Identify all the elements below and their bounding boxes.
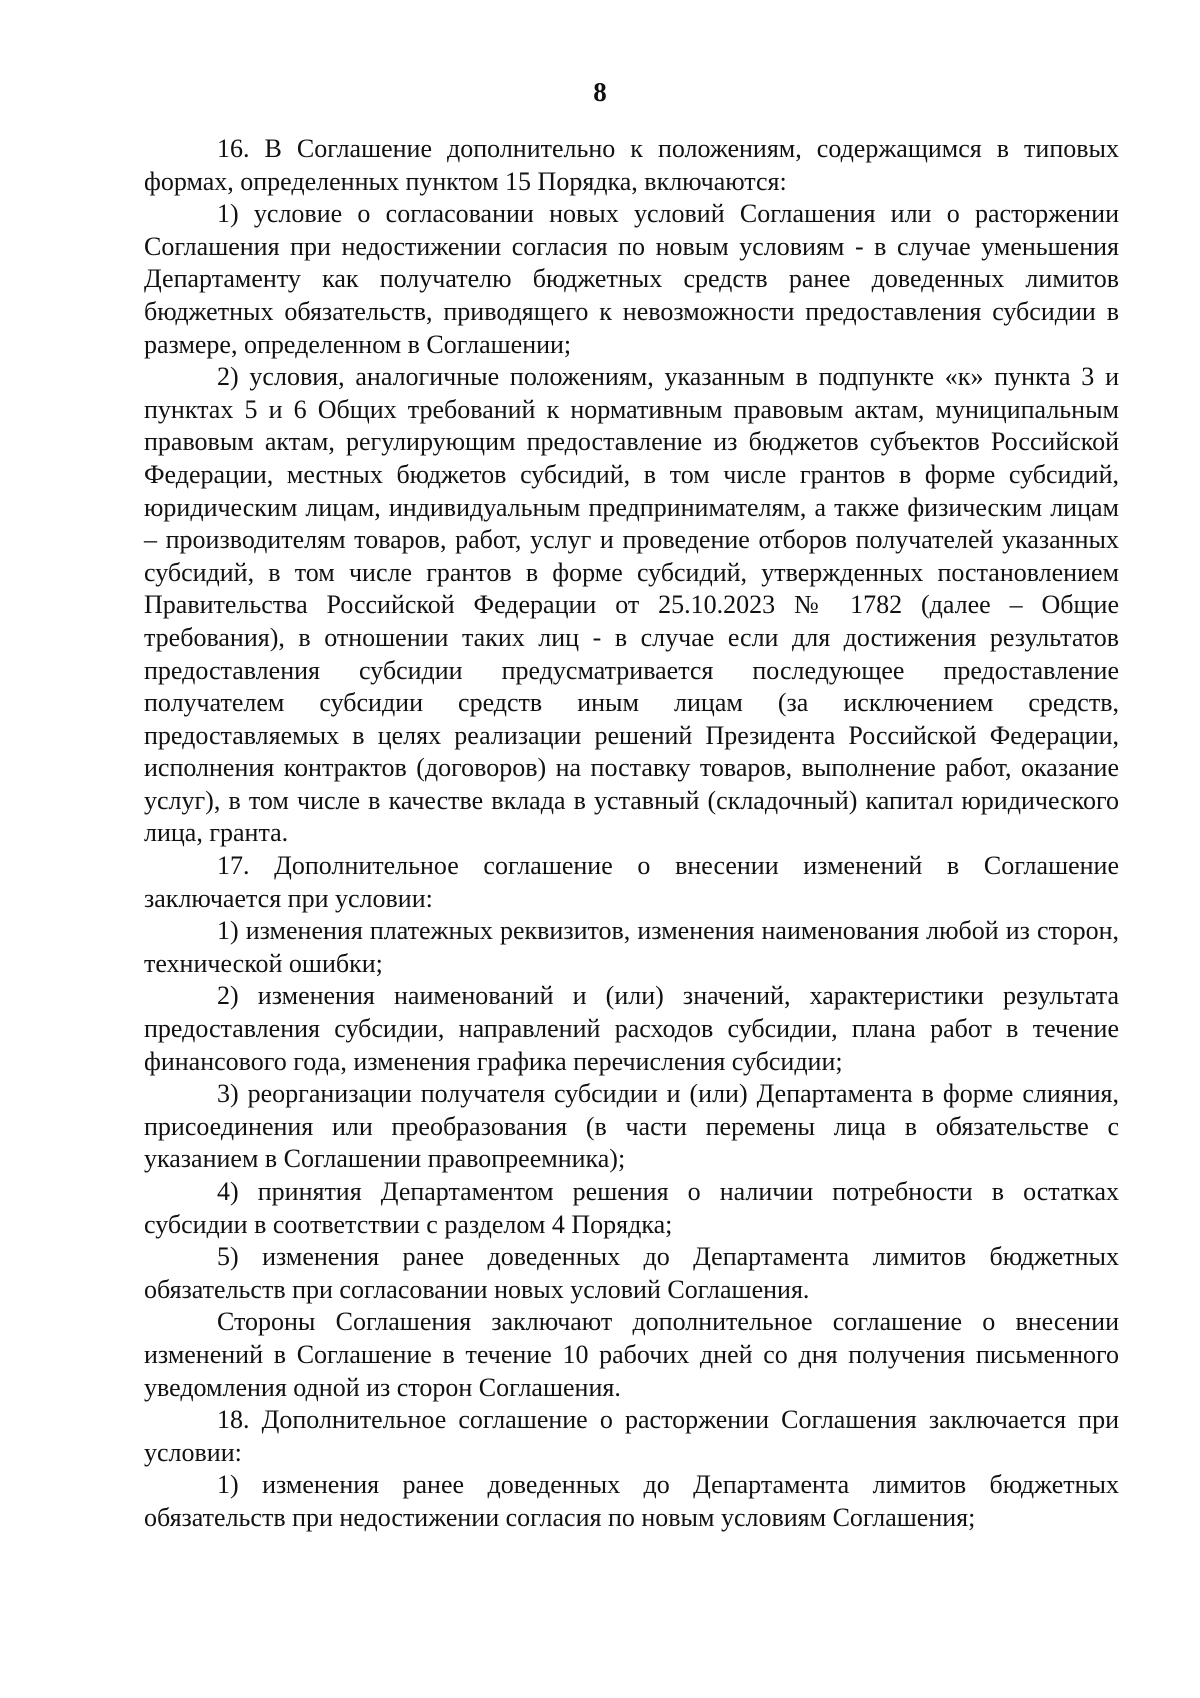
paragraph-17-item-5: 5) изменения ранее доведенных до Департамента лимитов бюджетных обязательств при согласовании новых условий Соглашения. <box>144 1242 1119 1304</box>
paragraph-18-item-1: 1) изменения ранее доведенных до Департамента лимитов бюджетных обязательств при недостижении согласия по новым условиям Соглашения; <box>144 1470 1119 1532</box>
page-number: 8 <box>593 77 607 107</box>
paragraph-17: 17. Дополнительное соглашение о внесении изменений в Соглашение заключается при условии: <box>144 851 1119 913</box>
paragraph-17-item-4: 4) принятия Департаментом решения о наличии потребности в остатках субсидии в соответствии с разделом 4 Порядка; <box>144 1177 1119 1239</box>
paragraph-16-item-1: 1) условие о согласовании новых условий Соглашения или о расторжении Соглашения при недостижении согласия по новым условиям - в случае уменьшения Департаменту как получателю бюджетных средств ранее доведенных лимитов бюджетных обязательств, приводящего к невозможности предоставления субсидии в размере, определенном в Соглашении; <box>144 199 1119 359</box>
paragraph-16: 16. В Соглашение дополнительно к положениям, содержащимся в типовых формах, определенных пунктом 15 Порядка, включаются: <box>144 134 1119 196</box>
paragraph-17-item-3: 3) реорганизации получателя субсидии и (или) Департамента в форме слияния, присоединения или преобразования (в части перемены лица в обязательстве с указанием в Соглашении правопреемника); <box>144 1079 1119 1174</box>
document-body <box>144 133 1119 1535</box>
paragraph-17-item-2: 2) изменения наименований и (или) значений, характеристики результата предоставления субсидии, направлений расходов субсидии, плана работ в течение финансового года, изменения графика перечисления субсидии; <box>144 981 1119 1076</box>
paragraph-16-item-2: 2) условия, аналогичные положениям, указанным в подпункте «к» пункта 3 и пунктах 5 и 6 Общих требований к нормативным правовым актам, муниципальным правовым актам, регулирующим предоставление из бюджетов субъектов Российской Федерации, местных бюджетов субсидий, в том числе грантов в форме субсидий, юридическим лицам, индивидуальным предпринимателям, а также физическим лицам – производителям товаров, работ, услуг и проведение отборов получателей указанных субсидий, в том числе грантов в форме субсидий, утвержденных постановлением Правительства Российской Федерации от 25.10.2023 № 1782 (далее – Общие требования), в отношении таких лиц - в случае если для достижения результатов предоставления субсидии предусматривается последующее предоставление получателем субсидии средств иным лицам (за исключением средств, предоставляемых в целях реализации решений Президента Российской Федерации, исполнения контрактов (договоров) на поставку товаров, выполнение работ, оказание услуг), в том числе в качестве вклада в уставный (складочный) капитал юридического лица, гранта. <box>144 362 1119 848</box>
paragraph-17-note: Стороны Соглашения заключают дополнительное соглашение о внесении изменений в Соглашение в течение 10 рабочих дней со дня получения письменного уведомления одной из сторон Соглашения. <box>144 1307 1119 1402</box>
paragraph-17-item-1: 1) изменения платежных реквизитов, изменения наименования любой из сторон, технической ошибки; <box>144 916 1119 978</box>
paragraph-18: 18. Дополнительное соглашение о расторжении Соглашения заключается при условии: <box>144 1405 1119 1467</box>
